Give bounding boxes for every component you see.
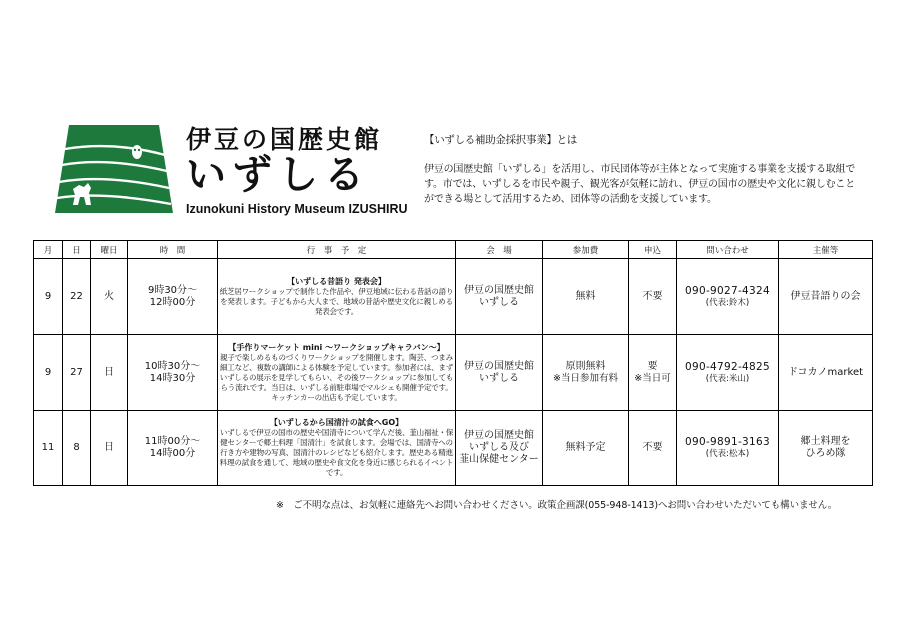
- apply-line: 要: [647, 360, 658, 372]
- fee-line: 原則無料: [565, 360, 606, 372]
- venue-line: 伊豆の国歴史館: [464, 430, 534, 441]
- apply-line: 不要: [642, 442, 663, 453]
- museum-name: 伊豆の国歴史館: [186, 125, 383, 154]
- time-start: 9時30分～: [147, 284, 198, 296]
- event-description: 紙芝居ワークショップで制作した作品や、伊豆地域に伝わる昔話の語りを発表します。子どもから大人まで、地域の昔話や歴史文化に親しめる発表会です。: [219, 286, 454, 316]
- intro-title: 【いずしる補助金採択事業】とは: [424, 134, 577, 146]
- cell-event: [218, 335, 456, 411]
- cell-venue: [456, 335, 543, 411]
- intro-text: 伊豆の国歴史館「いずしる」を活用し、市民団体等が主体となって実施する事業を支援する取組です。市では、いずしるを市民や親子、観光客が気軽に訪れ、伊豆の国市の歴史や文化に親しむことができる場として活用するため、団体等の活動を支援しています。: [424, 164, 856, 205]
- logo-mark: [55, 125, 173, 213]
- cell-apply: [629, 259, 677, 335]
- cell-time: [128, 259, 218, 335]
- time-end: 14時30分: [149, 372, 196, 384]
- header-time: 時 間: [128, 241, 218, 259]
- cell-month: 11: [34, 411, 63, 486]
- contact-phone: 090-9891-3163: [685, 436, 770, 448]
- cell-fee: [543, 259, 629, 335]
- cell-venue: [456, 411, 543, 486]
- venue-line: いずしる及び: [469, 442, 529, 453]
- table-row: [34, 335, 873, 411]
- cell-day: 27: [63, 335, 91, 411]
- venue-line: いずしる: [479, 296, 519, 308]
- cell-organizer: [779, 411, 873, 486]
- organizer-line: ひろめ隊: [805, 448, 846, 459]
- event-description: いずしるで伊豆の国市の歴史や国清寺について学んだ後、韮山福祉・保健センターで郷土料理「国清汁」を試食します。会場では、国清寺への行き方や建物の写真、国清汁のレシピなども紹介します。歴史ある精進料理の試食を通して、地域の歴史や食文化を身近に感じられるイベントです。: [219, 428, 454, 477]
- contact-phone: 090-9027-4324: [685, 284, 770, 297]
- cell-month: 9: [34, 259, 63, 335]
- header-venue: 会 場: [456, 241, 543, 259]
- organizer-line: ドコカノmarket: [787, 366, 864, 378]
- header-organizer: 主催等: [779, 241, 873, 259]
- cell-fee: [543, 335, 629, 411]
- cell-event: [218, 259, 456, 335]
- fee-line: 無料: [575, 290, 596, 302]
- footer-note: ※ ご不明な点は、お気軽に連絡先へお問い合わせください。政策企画課(055-948-1413)へお問い合わせいただいても構いません。: [276, 500, 838, 511]
- cell-venue: [456, 259, 543, 335]
- venue-line: 韮山保健センター: [459, 454, 539, 465]
- intro-section: [424, 133, 860, 207]
- time-end: 14時00分: [149, 448, 196, 459]
- event-description: 親子で楽しめるものづくりワークショップを開催します。陶芸、つまみ細工など、複数の講師による体験を予定しています。参加者には、まずいずしるの展示を見学してもらい、その後ワークショップに参加してもらう流れです。当日は、いずしる前駐車場でマルシェも開催予定です。キッチンカーの出店も予定しています。: [219, 352, 454, 402]
- event-title: 【いずしる昔語り 発表会】: [287, 276, 386, 286]
- fee-line: 無料予定: [565, 442, 606, 453]
- contact-phone: 090-4792-4825: [685, 360, 770, 373]
- venue-line: 伊豆の国歴史館: [464, 360, 534, 372]
- museum-name-english: Izunokuni History Museum IZUSHIRU: [186, 202, 408, 216]
- cell-day: 8: [63, 411, 91, 486]
- contact-representative: (代表:松本): [705, 449, 750, 459]
- museum-logo-kana: いずしる: [186, 152, 370, 198]
- time-start: 11時00分～: [144, 436, 201, 447]
- contact-representative: (代表:鈴木): [705, 297, 750, 308]
- cell-time: [128, 335, 218, 411]
- cell-organizer: [779, 335, 873, 411]
- table-header-row: [34, 241, 873, 259]
- organizer-line: 郷土料理を: [800, 436, 851, 447]
- venue-line: いずしる: [479, 372, 519, 384]
- apply-line: 不要: [642, 290, 663, 302]
- event-title: 【手作りマーケット mini ～ワークショップキャラバン～】: [228, 342, 445, 352]
- organizer-line: 伊豆昔語りの会: [790, 290, 861, 302]
- header-fee: 参加費: [543, 241, 629, 259]
- cell-contact: [677, 259, 779, 335]
- apply-line: ※当日可: [634, 372, 671, 384]
- cell-weekday: 日: [91, 335, 128, 411]
- header-day: 日: [63, 241, 91, 259]
- table-row: [34, 259, 873, 335]
- cell-apply: [629, 335, 677, 411]
- fee-line: ※当日参加有料: [553, 372, 618, 384]
- cell-apply: [629, 411, 677, 486]
- time-end: 12時00分: [149, 296, 196, 308]
- events-table: [33, 240, 873, 486]
- table-row: [34, 411, 873, 486]
- contact-representative: (代表:米山): [705, 373, 750, 384]
- header-event: 行 事 予 定: [218, 241, 456, 259]
- header-month: 月: [34, 241, 63, 259]
- cell-weekday: 火: [91, 259, 128, 335]
- cell-contact: [677, 335, 779, 411]
- cell-time: [128, 411, 218, 486]
- header-apply: 申込: [629, 241, 677, 259]
- cell-organizer: [779, 259, 873, 335]
- venue-line: 伊豆の国歴史館: [464, 284, 534, 296]
- header-weekday: 曜日: [91, 241, 128, 259]
- event-title: 【いずしるから国清汁の試食へGO】: [269, 418, 404, 427]
- cell-weekday: 日: [91, 411, 128, 486]
- header-contact: 問い合わせ: [677, 241, 779, 259]
- cell-fee: [543, 411, 629, 486]
- cell-month: 9: [34, 335, 63, 411]
- cell-contact: [677, 411, 779, 486]
- cell-day: 22: [63, 259, 91, 335]
- time-start: 10時30分～: [144, 360, 201, 372]
- cell-event: [218, 411, 456, 486]
